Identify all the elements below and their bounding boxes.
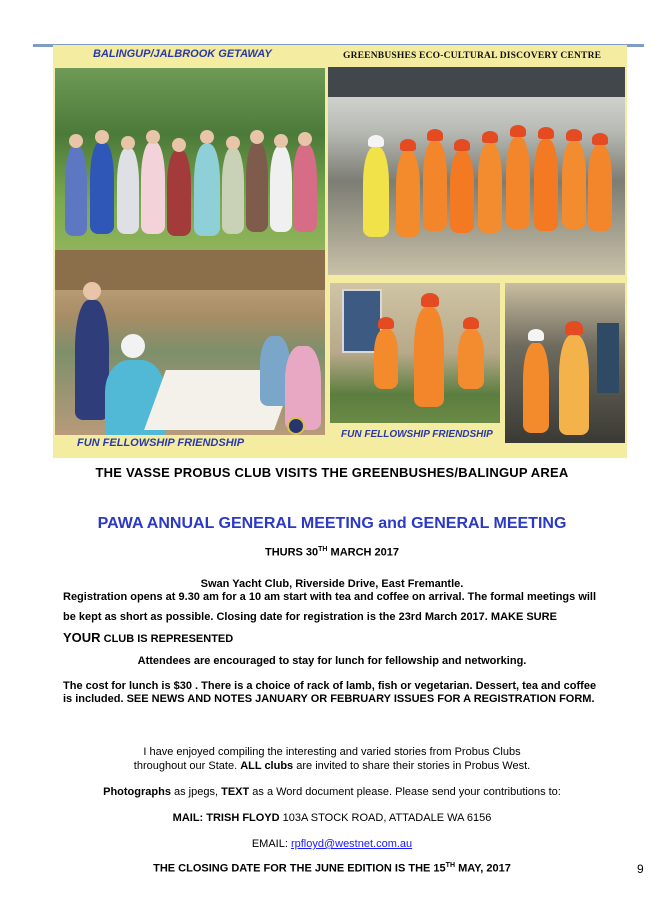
editor-note-line-1: I have enjoyed compiling the interesting and varied stories from Probus Clubs	[143, 746, 521, 758]
meeting-date: THURS 30TH MARCH 2017	[264, 546, 400, 559]
page-number: 9	[637, 862, 644, 876]
closing-date: THE CLOSING DATE FOR THE JUNE EDITION IS THE 15TH MAY, 2017	[153, 862, 511, 875]
email-link[interactable]: rpfloyd@westnet.com.au	[290, 838, 413, 850]
registration-line-3: YOUR CLUB IS REPRESENTED	[63, 630, 234, 645]
meeting-venue: Swan Yacht Club, Riverside Drive, East Fremantle.	[200, 578, 464, 590]
attendees-note: Attendees are encouraged to stay for lunch for fellowship and networking.	[137, 655, 527, 667]
photo-collage	[53, 45, 627, 458]
email-line: EMAIL: rpfloyd@westnet.com.au	[251, 838, 413, 850]
photo-balingup-group	[55, 68, 325, 257]
photo-greenbushes-visitors	[328, 67, 625, 275]
caption-fun-fellowship-right: FUN FELLOWSHIP FRIENDSHIP	[341, 429, 493, 440]
submission-instructions: Photographs as jpegs, TEXT as a Word document please. Please send your contributions to:	[103, 786, 561, 798]
registration-line-2: be kept as short as possible. Closing date for registration is the 23rd March 2017. MAKE SURE	[63, 611, 557, 623]
lunch-cost-line-1: The cost for lunch is $30 . There is a choice of rack of lamb, fish or vegetarian. Dessert, tea and coffee	[63, 680, 597, 692]
lunch-cost-line-2: is included. SEE NEWS AND NOTES JANUARY OR FEBRUARY ISSUES FOR A REGISTRATION FORM.	[63, 693, 595, 705]
editor-note-line-2: throughout our State. ALL clubs are invited to share their stories in Probus West.	[133, 760, 531, 772]
caption-fun-fellowship-left: FUN FELLOWSHIP FRIENDSHIP	[77, 437, 245, 449]
collage-headline: THE VASSE PROBUS CLUB VISITS THE GREENBUSHES/BALINGUP AREA	[95, 465, 569, 480]
pawa-meeting-heading: PAWA ANNUAL GENERAL MEETING and GENERAL MEETING	[97, 515, 567, 532]
photo-fellowship-lunch	[55, 250, 325, 435]
mail-address: MAIL: TRISH FLOYD 103A STOCK ROAD, ATTADALE WA 6156	[172, 812, 492, 824]
caption-balingup: BALINGUP/JALBROOK GETAWAY	[93, 48, 272, 60]
registration-line-1: Registration opens at 9.30 am for a 10 am start with tea and coffee on arrival. The formal meetings will	[63, 591, 597, 603]
photo-mine-entrance	[505, 283, 625, 443]
caption-greenbushes: GREENBUSHES ECO-CULTURAL DISCOVERY CENTRE	[343, 51, 602, 61]
photo-discovery-display	[330, 283, 500, 423]
